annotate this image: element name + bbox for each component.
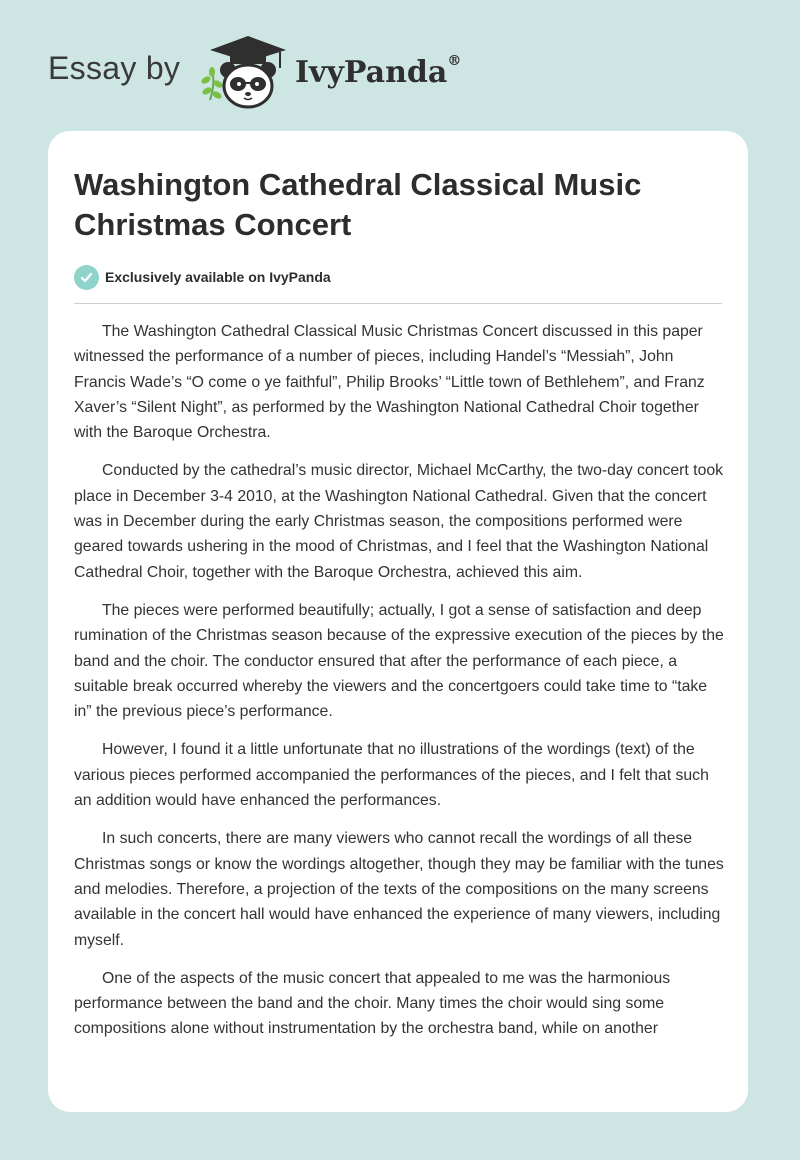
brand-text: IvyPanda	[295, 55, 448, 90]
badge-label: Exclusively available on IvyPanda	[105, 269, 331, 285]
paragraph: In such concerts, there are many viewers who cannot recall the wordings of all these Christmas songs or know the wordings altogether, though they may be familiar with the tunes and melodies. Therefore, a projection of the texts of the compositions on the many screens available in the concert hall would have enhanced the experience of many viewers, including myself.	[74, 830, 724, 949]
essay-card	[48, 131, 748, 1112]
check-circle-icon	[74, 265, 99, 290]
exclusive-badge	[74, 264, 331, 290]
paragraph: Conducted by the cathedral’s music director, Michael McCarthy, the two-day concert took place in December 3-4 2010, at the Washington National Cathedral. Given that the concert was in December during the early Christmas season, the compositions performed were geared towards ushering in the mood of Christmas, and I feel that the Washington National Cathedral Choir, together with the Baroque Orchestra, achieved this aim.	[74, 462, 724, 581]
page-title: Washington Cathedral Classical Music Christmas Concert	[74, 167, 642, 242]
site-header	[0, 0, 800, 130]
essay-by-label: Essay by	[48, 50, 181, 86]
divider	[74, 303, 722, 304]
paragraph: However, I found it a little unfortunate that no illustrations of the wordings (text) of the various pieces performed accompanied the performances of the pieces, and I felt that such an addition would have enhanced the performances.	[74, 741, 709, 810]
brand-name[interactable]	[295, 55, 461, 90]
paragraph: One of the aspects of the music concert that appealed to me was the harmonious performance between the band and the choir. Many times the choir would sing some compositions alone without instrumentation by the orchestra band, while on another	[74, 969, 671, 1038]
essay-body	[74, 319, 724, 1055]
paragraph: The pieces were performed beautifully; actually, I got a sense of satisfaction and deep rumination of the Christmas season because of the expressive execution of the pieces by the band and the choir. The conductor ensured that after the performance of each piece, a suitable break occurred whereby the viewers and the concertgoers could take time to “take in” the previous piece’s performance.	[74, 601, 724, 721]
registered-mark: ®	[447, 53, 462, 69]
paragraph: The Washington Cathedral Classical Music Christmas Concert discussed in this paper witnessed the performance of a number of pieces, including Handel’s “Messiah”, John Francis Wade’s “O come o ye faithful”, Philip Brooks’ “Little town of Bethlehem”, and Franz Xaver’s “Silent Night”, as performed by the Washington National Cathedral Choir together with the Baroque Orchestra.	[74, 323, 705, 442]
panda-logo-icon[interactable]	[200, 34, 292, 110]
